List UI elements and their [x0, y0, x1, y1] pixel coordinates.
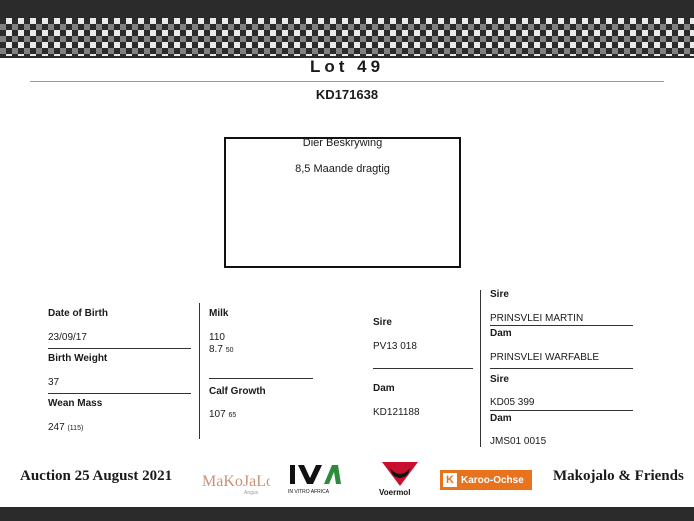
sire-value: PV13 018	[373, 341, 417, 352]
karoo-logo-text: Karoo-Ochse	[461, 474, 524, 486]
description-box	[224, 137, 461, 268]
dam-value: KD121188	[373, 407, 420, 418]
sire-sire-value: PRINSVLEI MARTIN	[490, 313, 584, 324]
lot-title: Lot 49	[309, 57, 385, 76]
voermol-logo	[378, 460, 422, 498]
wean-mass-label: Wean Mass	[48, 398, 103, 409]
calf-growth-index: 65	[228, 412, 237, 419]
divider	[373, 368, 473, 369]
sire-dam-label: Dam	[490, 328, 512, 339]
makojalo-logo-sub: Angus	[244, 490, 259, 496]
wean-mass-value	[48, 422, 83, 433]
wean-mass-index: (115)	[67, 425, 84, 432]
sire-dam-value: PRINSVLEI WARFABLE	[490, 352, 600, 363]
auction-date: Auction 25 August 2021	[20, 468, 173, 484]
dam-sire-value: KD05 399	[490, 397, 535, 408]
column-divider	[480, 290, 481, 447]
voermol-logo-text: Voermol	[379, 488, 411, 497]
calf-growth-label: Calf Growth	[209, 386, 266, 397]
wean-mass-number: 247	[48, 422, 65, 433]
makojalo-logo-text: MaKoJaLo	[202, 473, 270, 490]
divider	[209, 378, 313, 379]
dam-sire-label: Sire	[490, 374, 509, 385]
milk-value-2	[209, 344, 233, 355]
footer-band	[0, 507, 694, 521]
dob-value: 23/09/17	[48, 332, 87, 343]
birth-weight-label: Birth Weight	[48, 353, 108, 364]
sire-sire-label: Sire	[490, 289, 509, 300]
milk-value-2-index: 50	[225, 347, 234, 354]
sire-label: Sire	[373, 317, 392, 328]
divider	[490, 368, 633, 369]
description-text: 8,5 Maande dragtig	[295, 163, 390, 175]
organiser-name: Makojalo & Friends	[553, 468, 684, 484]
karoo-k-icon: K	[443, 473, 457, 487]
dob-label: Date of Birth	[48, 308, 108, 319]
dam-dam-label: Dam	[490, 413, 512, 424]
milk-value-2-number: 8.7	[209, 344, 223, 355]
dam-dam-value: JMS01 0015	[490, 436, 547, 447]
milk-value-1: 110	[209, 332, 225, 343]
karoo-ochse-logo	[440, 470, 532, 490]
dam-label: Dam	[373, 383, 395, 394]
column-divider	[199, 303, 200, 439]
calf-growth-number: 107	[209, 409, 226, 420]
divider	[490, 410, 633, 411]
in-vitro-africa-logo	[288, 462, 343, 496]
description-title: Dier Beskrywing	[302, 137, 383, 149]
title-divider	[30, 81, 664, 82]
checker-pattern-overlay	[0, 18, 694, 56]
divider	[48, 348, 191, 349]
divider	[48, 393, 191, 394]
milk-label: Milk	[209, 308, 229, 319]
birth-weight-value: 37	[48, 377, 60, 388]
divider	[490, 325, 633, 326]
makojalo-logo	[200, 466, 270, 496]
registration-number: KD171638	[315, 87, 379, 102]
iva-logo-sub: IN VITRO AFRICA	[288, 489, 330, 495]
calf-growth-value	[209, 409, 236, 420]
